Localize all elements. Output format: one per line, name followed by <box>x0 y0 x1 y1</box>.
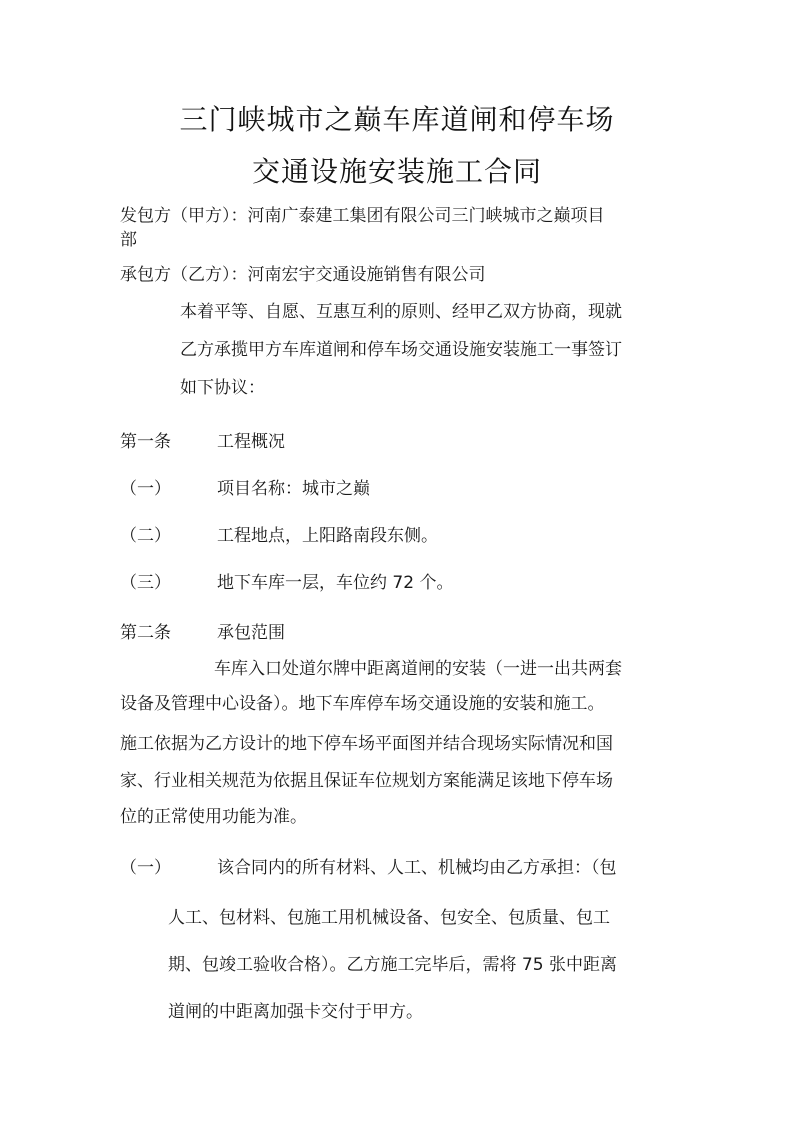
article1-item2-text: 工程地点，上阳路南段东侧。 <box>217 526 438 546</box>
article2-item1-number: （一） <box>120 858 171 878</box>
party-b: 承包方（乙方）：河南宏宇交通设施销售有限公司 <box>120 265 486 285</box>
article1-item3-number: （三） <box>120 573 171 593</box>
intro-line2: 乙方承揽甲方车库道闸和停车场交通设施安装施工一事签订 <box>180 340 622 360</box>
article2-para-line4: 家、行业相关规范为依据且保证车位规划方案能满足该地下停车场 <box>120 771 613 791</box>
article1-heading: 工程概况 <box>217 432 285 452</box>
article2-item1-line2: 人工、包材料、包施工用机械设备、包安全、包质量、包工 <box>168 908 610 928</box>
intro-line1: 本着平等、自愿、互惠互利的原则、经甲乙双方协商，现就 <box>180 302 622 322</box>
article1-item3-text: 地下车库一层，车位约 72 个。 <box>217 573 454 593</box>
article2-heading: 承包范围 <box>217 623 285 643</box>
article2-para-line3: 施工依据为乙方设计的地下停车场平面图并结合现场实际情况和国 <box>120 734 613 754</box>
article1-number: 第一条 <box>120 432 171 452</box>
article2-para-line5: 位的正常使用功能为准。 <box>120 807 307 827</box>
party-a-line1: 发包方（甲方）：河南广泰建工集团有限公司三门峡城市之巅项目 <box>120 206 605 226</box>
article2-item1-line4: 道闸的中距离加强卡交付于甲方。 <box>168 1002 423 1022</box>
party-a-line2: 部 <box>120 230 137 250</box>
intro-line3: 如下协议： <box>180 378 265 398</box>
document-title-line2: 交通设施安装施工合同 <box>251 155 542 188</box>
article1-item1-text: 项目名称：城市之巅 <box>217 479 370 499</box>
article2-para-line2: 设备及管理中心设备）。地下车库停车场交通设施的安装和施工。 <box>120 694 605 714</box>
article2-number: 第二条 <box>120 623 171 643</box>
article2-item1-line3: 期、包竣工验收合格）。乙方施工完毕后，需将 75 张中距离 <box>168 955 617 975</box>
article2-para-line1: 车库入口处道尔牌中距离道闸的安装（一进一出共两套 <box>214 659 622 679</box>
article1-item1-number: （一） <box>120 479 171 499</box>
article1-item2-number: （二） <box>120 526 171 546</box>
article2-item1-line1: 该合同内的所有材料、人工、机械均由乙方承担：（包 <box>217 858 617 878</box>
document-title-line1: 三门峡城市之巅车库道闸和停车场 <box>179 103 615 136</box>
